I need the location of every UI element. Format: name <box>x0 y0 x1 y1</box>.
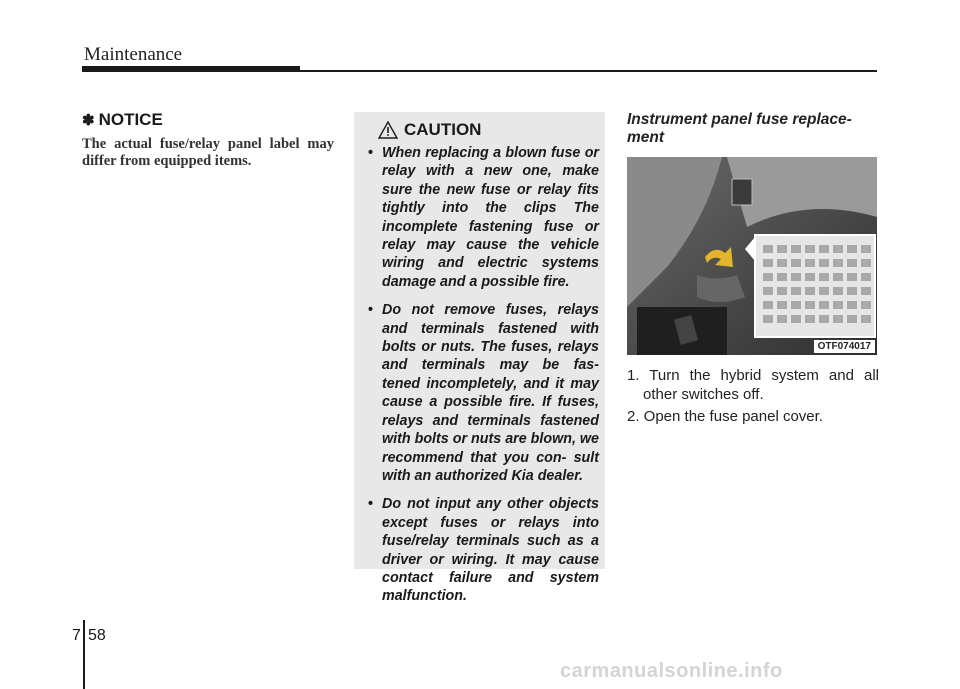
header-bar-thin <box>300 70 877 72</box>
caution-heading-text: CAUTION <box>404 120 482 139</box>
steps-list <box>627 367 879 431</box>
caution-item-text: When replacing a blown fuse or relay with a new one, make sure the new fuse or relay fits tightly into the clips The incomplete fastening fuse or relay may cause the vehicle wiring and electric systems damage and a possible fire. <box>382 145 599 290</box>
caution-list <box>368 144 599 606</box>
notice-heading-text: NOTICE <box>98 110 163 129</box>
notice-section <box>82 110 334 170</box>
warning-triangle-icon <box>378 121 398 139</box>
caution-item-text: Do not input any other objects except fuses or relays into fuse/relay terminals such as a driver or wiring. It may cause contact failure and system malfunction. <box>382 496 599 605</box>
chapter-number: 7 <box>72 627 81 644</box>
caution-heading <box>378 120 599 140</box>
bullet: • <box>368 496 374 513</box>
caution-item <box>368 495 599 605</box>
caution-item <box>368 144 599 291</box>
bullet: • <box>368 302 374 319</box>
bullet: • <box>368 145 374 161</box>
caution-item-text: Do not remove fuses, relays and terminals fastened with bolts or nuts. The fuses, relays and terminals may be fas- tened incompletely, and it may cause a possible fire. If fuses, relays and terminals fastened with bolts or nuts are blown, we recommend that you con- sult with an authorized Kia dealer. <box>382 302 599 484</box>
header-title: Maintenance <box>84 44 183 65</box>
header-bar-thick <box>82 66 300 72</box>
caution-item <box>368 301 599 485</box>
notice-body: The actual fuse/relay panel label may differ from equipped items. <box>82 136 334 169</box>
page-number: 58 <box>88 627 106 644</box>
fuse-panel-photo <box>627 157 877 355</box>
section-heading: Instrument panel fuse replace- ment <box>627 111 852 146</box>
step-item: 2. Open the fuse panel cover. <box>627 408 823 425</box>
step-item: 1. Turn the hybrid system and all other switches off. <box>627 367 879 403</box>
caution-box <box>354 112 605 605</box>
fuse-panel-illustration <box>627 157 877 355</box>
image-label: OTF074017 <box>814 340 875 353</box>
notice-heading <box>82 110 334 130</box>
footer-divider <box>83 620 85 689</box>
notice-star-icon: ✽ <box>82 112 95 129</box>
watermark-text: carmanualsonline.info <box>560 660 783 682</box>
